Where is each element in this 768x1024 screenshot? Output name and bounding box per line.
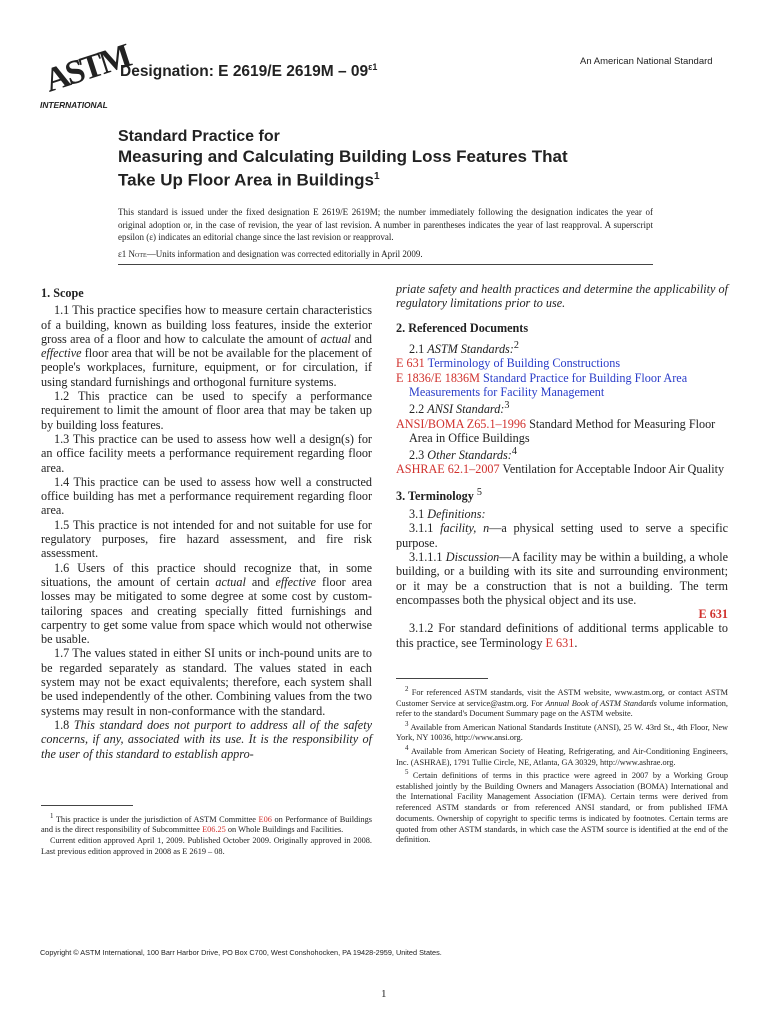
section-heading-terminology: 3. Terminology $^5$ [396,486,482,503]
link-e06[interactable]: E06 [258,814,272,824]
svg-text:ASTM: ASTM [40,37,134,100]
paragraph-1-8: 1.8 This standard does not purport to address all of the safety concerns, if any, associated with its use. It is the responsibility of the user of this standard to establish appro- [41,717,372,761]
section-heading-scope: 1. Scope [41,286,84,300]
issuance-statement: This standard is issued under the fixed designation E 2619/E 2619M; the number immediately following the designation indicates the year of original adoption or, in the case of revision, the year of last revision. A number in parentheses indicates the year of last reapproval. A superscript epsilon (ε) indicates an editorial change since the last revision or reapproval. [118,207,653,243]
paragraph-1-3: 1.3 This practice can be used to assess how well a design(s) for an office facility meets a performance requirement regarding floor area. [41,431,372,475]
paragraph-1-7: 1.7 The values stated in either SI units or inch-pound units are to be regarded separately as standard. The values stated in each system may not be exact equivalents; therefore, each system shall be used independently of the other. Combining values from the two systems may result in non-conformance with the standard. [41,646,372,718]
discussion-source-e631[interactable]: E 631 [698,607,728,622]
designation: Designation: E 2619/E $2619M - 09^{\varepsilon 1}$ [120,62,378,81]
link-e631[interactable]: E 631 [545,635,575,650]
subsection-2-3: 2.3 Other Standards:$^4$ [409,446,517,463]
document-title [118,127,568,191]
title-line-2: Measuring and Calculating Building Loss Features That [118,147,568,166]
footnotes-right [396,678,728,846]
link-e06-25[interactable]: E06.25 [202,825,226,835]
subsection-3-1: 3.1 Definitions: [409,507,486,522]
american-national-standard-label: An American National Standard [580,56,713,67]
reference-e631[interactable]: E 631 Terminology of Building Constructions [396,356,621,371]
reference-ansi-boma[interactable]: ANSI/BOMA Z65.1–1996 Standard Method for Measuring Floor Area in Office Buildings [396,416,716,445]
astm-logo [38,37,134,112]
discussion-facility: 3.1.1.1 Discussion—A facility may be within a building, a whole building, or a building with its site and surrounding environment; or it may be a construction that is not a building. The term encompasses both the physical object and its use. [396,550,728,607]
left-column [41,286,372,857]
paragraph-1-1: 1.1 This practice specifies how to measure certain characteristics of a building, known as building loss features, inside the exterior gross area of a floor and how to calculate the amount of actual and effective floor area that will be not be available for the placement of people's workplaces, furniture, equipment, or for circulation, if using standard furnishings and orthogonal furniture systems. [41,303,372,389]
footnotes-left [41,805,372,858]
subsection-2-1: 2.1 ASTM Standards:$^2$ [409,339,519,356]
paragraph-1-8-continued: priate safety and health practices and determine the applicability of regulatory limitations prior to use. [396,282,728,311]
subsection-2-2: 2.2 ANSI Standard:$^3$ [409,400,510,417]
svg-text:INTERNATIONAL: INTERNATIONAL [40,100,108,110]
paragraph-1-6: 1.6 Users of this practice should recognize that, in some situations, the amount of certain actual and effective floor area losses may be mitigated to some degree at some cost by custom-tailoring spaces and creating specially fitted furnishings and carpentry to get some value from space which would not otherwise be usable. [41,560,372,647]
editorial-note: ε1 Note—Units information and designation was corrected editorially in April 2009. [118,249,423,259]
footnote-4: $^4$ Available from American Society of Heating, Refrigerating, and Air-Conditioning Engineers, Inc. (ASHRAE), 1791 Tullie Circle, NE, Atlanta, GA 30329, http://www.ashrae.org. [396,745,728,767]
paragraph-1-5: 1.5 This practice is not intended for and not suitable for use for regulatory purposes, fire hazard assessment, and fire risk assessment. [41,517,372,561]
section-heading-referenced-documents: 2. Referenced Documents [396,320,529,335]
header-divider [118,264,653,265]
footnote-divider [41,805,133,806]
footnote-divider [396,678,488,679]
copyright-line: Copyright © ASTM International, 100 Barr Harbor Drive, PO Box C700, West Conshohocken, PA 19428-2959, United States. [40,948,442,957]
paragraph-1-2: 1.2 This practice can be used to specify a performance requirement to limit the amount of floor area that may be taken up by building loss features. [41,389,372,432]
footnote-1: $^1$ This practice is under the jurisdiction of ASTM Committee E06 on Performance of Buildings and is the direct responsibility of Subcommittee E06.25 on Whole Buildings and Facilities. [41,812,372,835]
subsection-3-1-2: 3.1.2 For standard definitions of additional terms applicable to this practice, see Terminology E 631. [396,621,728,650]
footnote-1-edition: Current edition approved April 1, 2009. Published October 2009. Originally approved in 2008. Last previous edition approved in 2008 as E 2619 – 08. [41,835,372,856]
page-number: 1 [381,988,387,1000]
reference-e1836[interactable]: E 1836/E 1836M Standard Practice for Building Floor Area Measurements for Facility Management [396,370,688,399]
reference-ashrae[interactable]: ASHRAE 62.1–2007 Ventilation for Acceptable Indoor Air Quality [396,462,725,477]
footnote-3: $^3$ Available from American National Standards Institute (ANSI), 25 W. 43rd St., 4th Floor, New York, NY 10036, http://www.ansi.org. [396,720,728,743]
definition-facility: 3.1.1 facility, n—a physical setting used to serve a specific purpose. [396,521,728,550]
title-line-3: Take Up Floor Area in Buildings$^1$ [118,170,380,190]
footnote-2: $^2$ For referenced ASTM standards, visit the ASTM website, www.astm.org, or contact ASTM Customer Service at service@astm.org. For Annual Book of ASTM Standards volume information, refer to the standard's Document Summary page on the ASTM website. [396,686,729,719]
title-line-1: Standard Practice for [118,128,280,145]
footnote-5: $^5$ Certain definitions of terms in this practice were agreed in 2007 by a Working Group established jointly by the Building Owners and Managers Association (BOMA) International and the International Facility Management Association (IFMA). Certain terms were derived from referenced ASTM standards or from referenced ANSI standard, or from published IFMA documents. Ownership of copyright to specific terms is indicated by footnotes. Certain terms are quoted from other ASTM standards, in which case the ASTM source is identified at the end of the definition. [396,769,728,845]
right-column [396,282,728,846]
paragraph-1-4: 1.4 This practice can be used to assess how well a constructed office building has met a performance requirement regarding floor area. [41,474,372,518]
